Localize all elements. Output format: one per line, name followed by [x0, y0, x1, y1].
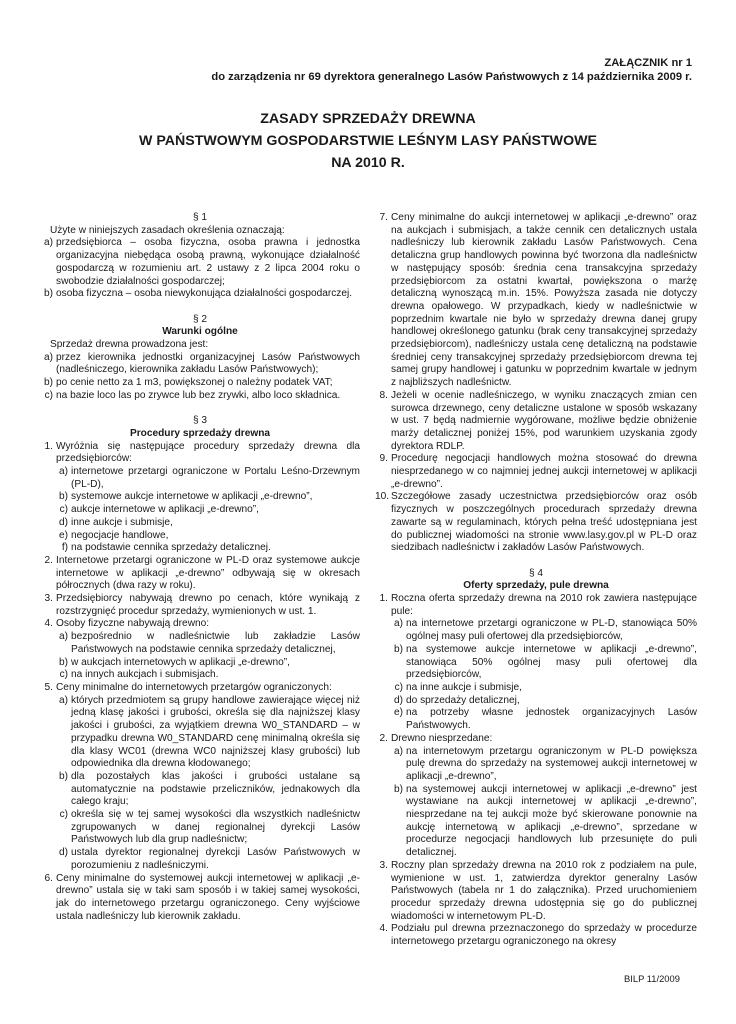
section-3-subheading: Procedury sprzedaży drewna	[129, 427, 271, 439]
right-column	[375, 212, 697, 949]
list-item: c) aukcje internetowe w aplikacji „e-drewno”,	[59, 504, 259, 516]
list-item: b) po cenie netto za 1 m3, powiększonej o należny podatek VAT;	[43, 377, 333, 389]
list-item: b) na systemowej aukcji internetowej w aplikacji „e-drewno” jest wystawiane na aukcji internetowej w aplikacji „e-drewno”, niesprzedane na tej aukcji może być skierowane ponownie na aukcję internetową w aplikacji „e-drewno”, sprzedane w procedurze negocjacji handlowych lub przesunięte do puli detalicznej.	[393, 783, 697, 859]
list-item: b) osoba fizyczna – osoba niewykonująca działalności gospodarczej.	[43, 288, 353, 300]
list-item: c) na innych aukcjach i submisjach.	[59, 669, 219, 681]
section-1-heading: § 1	[192, 212, 208, 223]
list-item: d) ustala dyrektor regionalnej dyrekcji Lasów Państwowych w porozumieniu z nadleśniczymi.	[58, 847, 360, 871]
list-item: a) bezpośrednio w nadleśnictwie lub zakładzie Lasów Państwowych na podstawie cennika sprzedaży detalicznej,	[58, 631, 360, 655]
list-item: d) inne aukcje i submisje,	[58, 516, 173, 528]
section-2-heading: § 2	[192, 313, 208, 325]
list-item: a) przez kierownika jednostki organizacyjnej Lasów Państwowych (nadleśniczego, kierownika zakładu Lasów Państwowych);	[43, 351, 360, 376]
list-item: 9. Procedurę negocjacji handlowych można stosować do drewna niesprzedanego w co najmniej jednej aukcji internetowej w aplikacji „e-drewno”.	[379, 453, 697, 490]
list-item: b) na systemowe aukcje internetowe w aplikacji „e-drewno”, stanowiąca 50% ogólnej masy puli ofertowej dla przedsiębiorców,	[393, 643, 697, 681]
section-2-intro: Sprzedaż drewna prowadzona jest:	[50, 339, 209, 351]
section-1-intro: Użyte w niniejszych zasadach określenia oznaczają:	[50, 224, 285, 236]
list-item: 4. Osoby fizyczne nabywają drewno:	[44, 618, 210, 630]
list-item: e) negocjacje handlowe,	[58, 529, 169, 541]
list-item: 2. Internetowe przetargi ograniczone w PL-D oraz systemowe aukcje internetowe w aplikacji „e-drewno” odbywają się w okresach półrocznych (dwa razy w roku).	[44, 554, 360, 592]
section-2-subheading: Warunki ogólne	[162, 326, 238, 338]
list-item: 4. Podziału pul drewna przeznaczonego do sprzedaży w procedurze internetowego przetargu ograniczonego na okresy	[379, 923, 697, 948]
list-item: f) na podstawie cennika sprzedaży detalicznej.	[61, 542, 271, 554]
list-item: d) do sprzedaży detalicznej,	[393, 694, 520, 706]
list-item: c) na bazie loco las po zrywce lub bez zrywki, albo loco składnica.	[44, 389, 341, 401]
list-item: a) przedsiębiorca – osoba fizyczna, osoba prawna i jednostka organizacyjna niebędąca osobą prawną, wykonujące działalność gospodarczą w rozumieniu art. 2 ustawy z 2 lipca 2004 roku o swobodzie działalności gospodarczej;	[43, 237, 360, 287]
list-item: 3. Przedsiębiorcy nabywają drewno po cenach, które wynikają z rozstrzygnięć procedur sprzedaży, wymienionych w ust. 1.	[44, 593, 360, 617]
list-item: 10. Szczegółowe zasady uczestnictwa przedsiębiorców oraz osób fizycznych w poszczególnych procedurach sprzedaży drewna zawarte są w regulaminach, których pełna treść udostępniana jest do publicznej wiadomości na stronie www.lasy.gov.pl w PL-D oraz siedzibach nadleśnictw i zakładów Lasów Państwowych.	[375, 491, 697, 554]
list-item: 7. Ceny minimalne do aukcji internetowej w aplikacji „e-drewno” oraz na aukcjach i submisjach, a także cennik cen detalicznych ustala nadleśniczy lub kierownik zakładu Lasów Państwowych. Cena detaliczna grup handlowych powinna być tworzona dla nadleśnictw w następujący sposób: średnia cena transakcyjna sprzedaży przedsiębiorcom za ostatni kwartał, powiększona o marżę detaliczną wynoszącą m.in. 15%. Powyższa zasada nie dotyczy drewna opałowego. W przypadkach, kiedy w nadleśnictwie w poprzednim kwartale nie było w sprzedaży drewna danej grupy handlowej określonego gatunku (brak ceny transakcyjnej sprzedaży przedsiębiorcom), nadleśniczy ustala cenę detaliczną na podstawie średniej ceny transakcyjnej sprzedaży przedsiębiorcom drewna tej samej grupy handlowej i gatunku w poprzednim kwartale w jednym z najbliższych nadleśnictw.	[379, 212, 697, 389]
list-item: a) internetowe przetargi ograniczone w Portalu Leśno-Drzewnym (PL-D),	[58, 466, 360, 490]
list-item: a) których przedmiotem są grupy handlowe zawierające więcej niż jedną klasę jakości i grubości, określa się dla najniższej klasy jakości i grubości, za wyjątkiem drewna W0_STANDARD – w przypadku drewna W0_STANDARD cenę minimalną określa się dla klasy WC01 (drewna WC0 najniższej klasy grubości) lub odpowiednika dla drewna kłodowanego;	[58, 694, 360, 770]
list-item: e) na potrzeby własne jednostek organizacyjnych Lasów Państwowych.	[393, 707, 697, 732]
document-title-line-1: ZASADY SPRZEDAŻY DREWNA	[260, 111, 476, 127]
left-column	[40, 212, 360, 923]
list-item: 8. Jeżeli w ocenie nadleśniczego, w wyniku znaczących zmian cen surowca drzewnego, ceny detaliczne ustalone w sposób wskazany w ust. 7 będą nadmiernie wygórowane, możliwe będzie obniżenie marży detalicznej poniżej 15%, pod warunkiem uzyskania zgody dyrektora RDLP.	[379, 389, 697, 452]
list-item: 1. Roczna oferta sprzedaży drewna na 2010 rok zawiera następujące pule:	[379, 593, 697, 617]
list-item: 1. Wyróżnia się następujące procedury sprzedaży drewna dla przedsiębiorców:	[44, 440, 360, 465]
list-item: 5. Ceny minimalne do internetowych przetargów ograniczonych:	[44, 681, 332, 693]
list-item: b) dla pozostałych klas jakości i grubości ustalane są automatycznie na podstawie przeliczników, jednakowych dla całego kraju;	[58, 770, 360, 808]
annex-number: ZAŁĄCZNIK nr 1	[604, 57, 692, 69]
list-item: b) systemowe aukcje internetowe w aplikacji „e-drewno”,	[58, 491, 313, 503]
list-item: a) na internetowym przetargu ograniczonym w PL-D powiększa pulę drewna do sprzedaży na systemowej aukcji internetowej w aplikacji „e-drewno”,	[393, 745, 697, 782]
list-item: c) określa się w tej samej wysokości dla wszystkich nadleśnictw zgrupowanych w danej regionalnej dyrekcji Lasów Państwowych lub dla grup nadleśnictw;	[59, 809, 360, 846]
list-item: 2. Drewno niesprzedane:	[379, 732, 493, 744]
list-item: c) na inne aukcje i submisje,	[394, 682, 522, 693]
list-item: b) w aukcjach internetowych w aplikacji „e-drewno”,	[58, 656, 290, 668]
section-3-heading: § 3	[192, 415, 208, 427]
annex-reference: do zarządzenia nr 69 dyrektora generalnego Lasów Państwowych z 14 października 2009 r.	[211, 71, 692, 83]
section-4-subheading: Oferty sprzedaży, pule drewna	[463, 580, 609, 592]
list-item: 6. Ceny minimalne do systemowej aukcji internetowej w aplikacji „e-drewno” ustala się w taki sam sposób i w takiej samej wysokości, jak do internetowego przetargu ograniczonego. Ceny wyjściowe ustala nadleśniczy lub kierownik zakładu.	[44, 872, 360, 922]
document-title-line-2: W PAŃSTWOWYM GOSPODARSTWIE LEŚNYM LASY PAŃSTWOWE	[139, 133, 597, 149]
list-item: a) na internetowe przetargi ograniczone w PL-D, stanowiąca 50% ogólnej masy puli ofertowej dla przedsiębiorców,	[393, 618, 697, 643]
list-item: 3. Roczny plan sprzedaży drewna na 2010 rok z podziałem na pule, wymienione w ust. 1, zatwierdza dyrektor generalny Lasów Państwowych (tabela nr 1 do załącznika). Przed uruchomieniem procedur sprzedaży drewna udostępnia się go do publicznej wiadomości w internetowym PL-D.	[379, 859, 697, 922]
footer-issue: BILP 11/2009	[624, 973, 680, 984]
document-title-line-3: NA 2010 R.	[331, 155, 405, 171]
section-4-heading: § 4	[528, 567, 544, 579]
